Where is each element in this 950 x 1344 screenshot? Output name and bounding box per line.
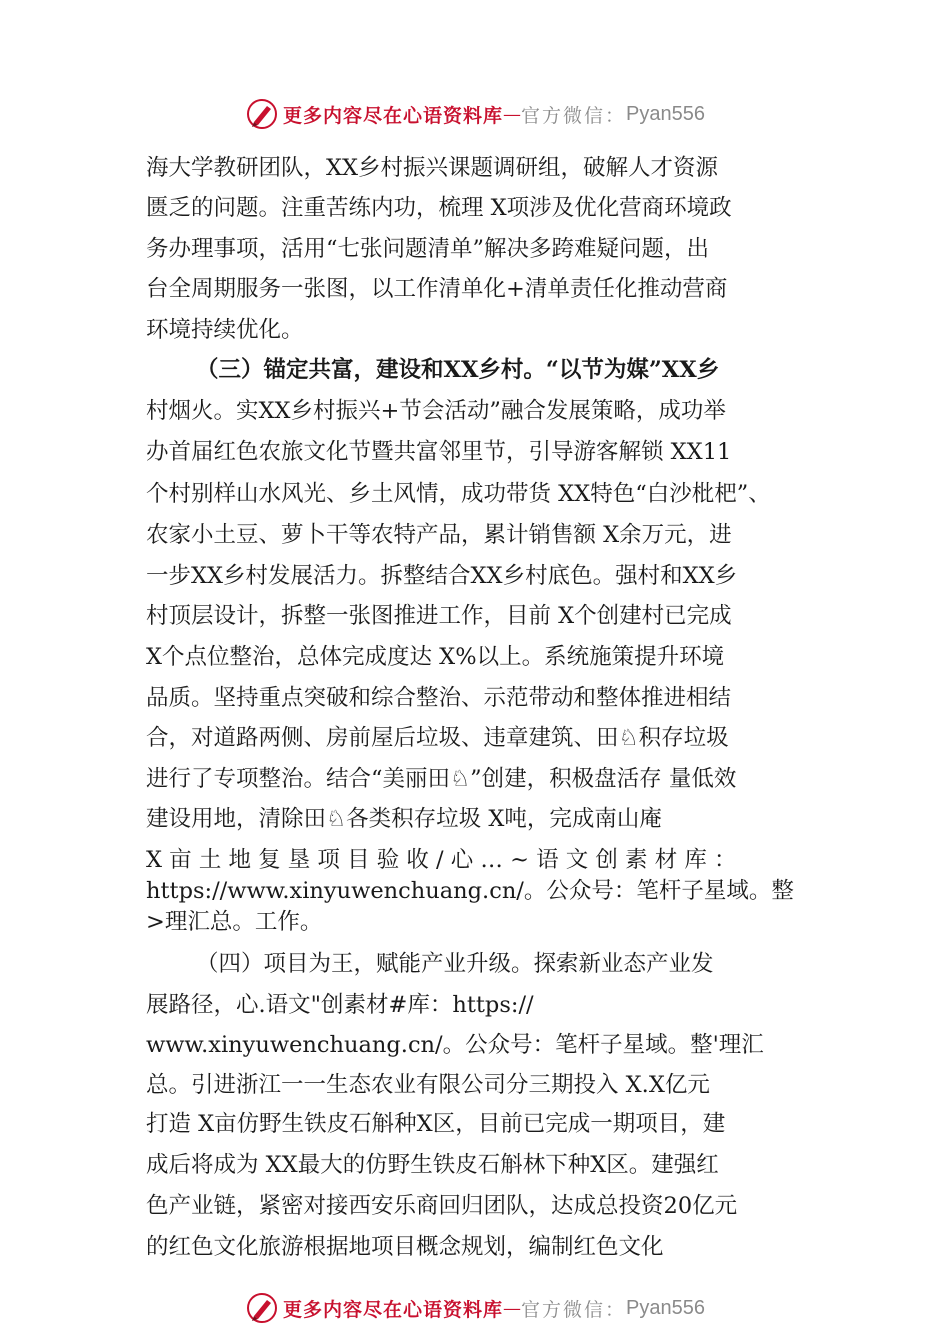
body-line: X 亩 土 地 复 垦 项 目 验 收 / 心 … ~ 语 文 创 素 材 库 ：	[146, 847, 737, 873]
banner-wechat-label: 官方微信：	[521, 104, 627, 127]
section-heading-4: （四）项目为王，赋能产业升级。探索新业态产业发	[196, 951, 714, 977]
body-line: 合，对道路两侧、房前屋后垃圾、违章建筑、田♘积存垃圾	[146, 725, 729, 751]
banner-title: 更多内容尽在心语资料库	[283, 104, 504, 127]
body-line: 村烟火。实XX乡村振兴+节会活动”融合发展策略，成功举	[146, 398, 726, 424]
body-line: >理汇总。工作。	[146, 909, 323, 935]
banner-separator: —	[503, 103, 522, 125]
banner-wechat-label: 官方微信：	[521, 1298, 627, 1321]
body-line: 品质。坚持重点突破和综合整治、示范带动和整体推进相结	[146, 685, 732, 711]
body-line: https://www.xinyuwenchuang.cn/。公众号：笔杆子星域。整	[146, 878, 794, 904]
body-line: 台全周期服务一张图，以工作清单化+清单责任化推动营商	[146, 276, 728, 302]
section-heading-3: （三）锚定共富，建设和XX乡村。“以节为媒”XX乡	[196, 357, 720, 383]
body-line: 建设用地，清除田♘各类积存垃圾 X吨，完成南山庵	[146, 806, 662, 832]
banner-wechat-id: Pyan556	[626, 1296, 705, 1319]
body-line: 一步XX乡村发展活力。拆整结合XX乡村底色。强村和XX乡	[146, 563, 738, 589]
body-line: 农家小土豆、萝卜干等农特产品，累计销售额 X余万元，进	[146, 522, 732, 548]
body-line: 村顶层设计，拆整一张图推进工作，目前 X个创建村已完成	[146, 603, 732, 629]
banner-separator: —	[503, 1297, 522, 1319]
banner-wechat-id: Pyan556	[626, 102, 705, 125]
body-line: 海大学教研团队，XX乡村振兴课题调研组，破解人才资源	[146, 155, 719, 181]
body-line: 总。引进浙江一一生态农业有限公司分三期投入 X.X亿元	[146, 1072, 710, 1098]
body-line: 环境持续优化。	[146, 317, 304, 343]
body-line: 色产业链，紧密对接西安乐商回归团队，达成总投资20亿元	[146, 1193, 738, 1219]
body-line: 的红色文化旅游根据地项目概念规划，编制红色文化	[146, 1234, 664, 1260]
header-banner	[0, 94, 950, 134]
pen-logo-icon	[245, 97, 279, 131]
body-line: 展路径，心.语文"创素材#库：https://	[146, 992, 534, 1018]
pen-logo-icon	[245, 1291, 279, 1325]
body-line: X个点位整治，总体完成度达 X%以上。系统施策提升环境	[146, 644, 725, 670]
body-line: 进行了专项整治。结合“美丽田♘”创建，积极盘活存 量低效	[146, 766, 737, 792]
body-line: 成后将成为 XX最大的仿野生铁皮石斛林下种X区。建强红	[146, 1152, 719, 1178]
body-line: 办首届红色农旅文化节暨共富邻里节，引导游客解锁 XX11	[146, 439, 732, 465]
body-line: 个村别样山水风光、乡土风情，成功带货 XX特色“白沙枇杷”、	[146, 481, 771, 507]
banner-title: 更多内容尽在心语资料库	[283, 1298, 504, 1321]
body-line: www.xinyuwenchuang.cn/。公众号：笔杆子星域。整'理汇	[146, 1032, 764, 1058]
body-line: 务办理事项，活用“七张问题清单”解决多跨难疑问题，出	[146, 236, 710, 262]
body-line: 匮乏的问题。注重苦练内功，梳理 X项涉及优化营商环境政	[146, 195, 732, 221]
footer-banner	[0, 1288, 950, 1328]
body-line: 打造 X亩仿野生铁皮石斛种X区，目前已完成一期项目，建	[146, 1111, 726, 1137]
